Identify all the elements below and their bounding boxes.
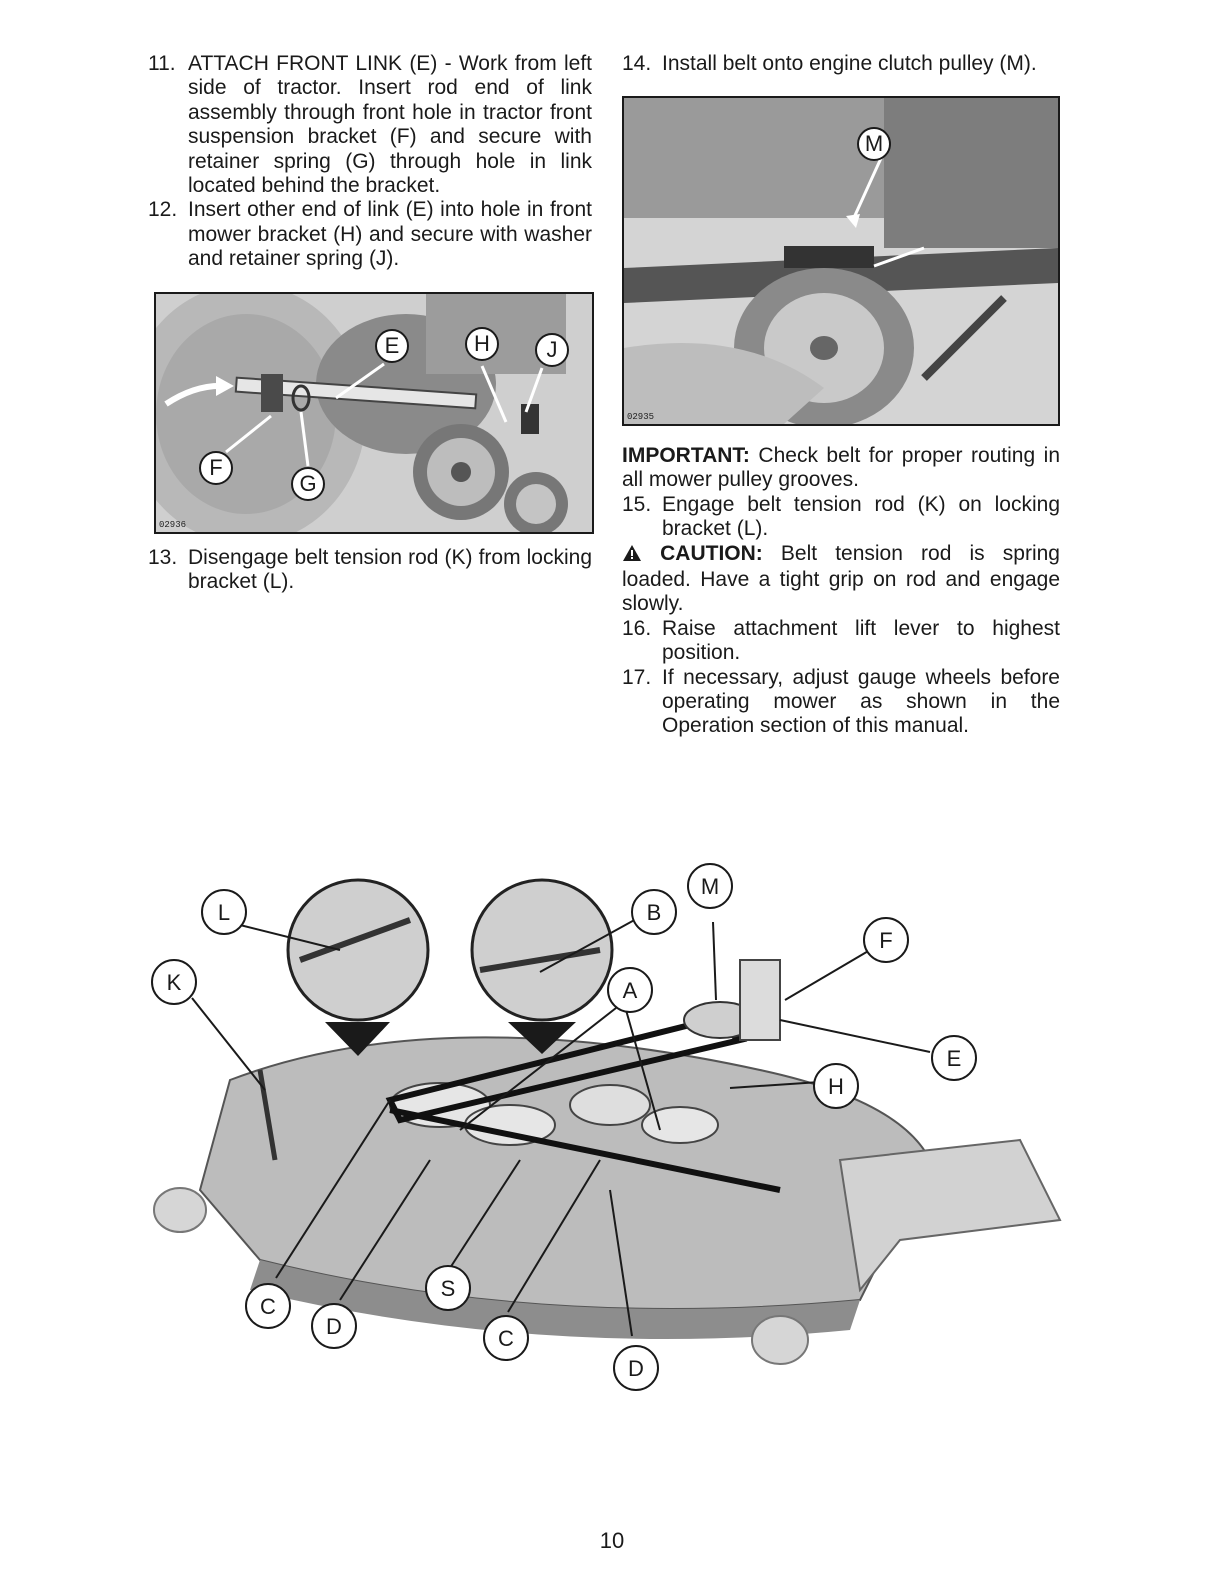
callout-a: A: [622, 978, 638, 1003]
callout-e: E: [384, 333, 400, 358]
step-number: 17.: [622, 665, 652, 689]
step-number: 12.: [148, 198, 178, 222]
callout-h: H: [474, 331, 490, 356]
step-text: If necessary, adjust gauge wheels before operating mower as shown in the Operation section of this manual.: [662, 665, 1060, 738]
step-text: Disengage belt tension rod (K) from locking bracket (L).: [188, 546, 592, 594]
right-column-top: [622, 52, 1060, 76]
callout-s: S: [440, 1276, 456, 1301]
callout-e: E: [946, 1046, 962, 1071]
step-text: Insert other end of link (E) into hole in front mower bracket (H) and secure with washer and retainer spring (J).: [188, 198, 592, 271]
step-number: 16.: [622, 616, 652, 640]
important-text: Check belt for proper routing in all mower pulley grooves.: [622, 444, 1060, 492]
caution-note: [622, 542, 1060, 617]
callout-h: H: [828, 1074, 844, 1099]
step-14: [622, 52, 1060, 76]
caution-label: CAUTION:: [660, 541, 763, 565]
photo-code: 02936: [159, 520, 187, 530]
callout-k: K: [166, 970, 182, 995]
callout-j: J: [546, 337, 558, 362]
step-text: Raise attachment lift lever to highest position.: [662, 616, 1060, 665]
callout-b: B: [646, 900, 662, 925]
callout-g: G: [299, 471, 317, 496]
left-column-lower: [148, 546, 592, 595]
page-number: 10: [599, 1528, 625, 1553]
step-number: 14.: [622, 52, 652, 75]
step-12: [148, 198, 592, 271]
link-attachment-photo: [154, 292, 594, 534]
step-number: 11.: [148, 52, 176, 75]
step-text: ATTACH FRONT LINK (E) - Work from left side of tractor. Insert rod end of link assembly through front hole in tractor front suspension bracket (F) and secure with retainer spring (G) through hole in link located behind the bracket.: [188, 52, 592, 198]
mower-deck-diagram: [140, 860, 1080, 1405]
callout-f: F: [879, 928, 893, 953]
step-16: [622, 617, 1060, 666]
step-13: [148, 546, 592, 595]
callout-d-left: D: [326, 1314, 342, 1339]
important-note: [622, 444, 1060, 493]
left-column: [148, 52, 592, 272]
step-text: Engage belt tension rod (K) on locking bracket (L).: [662, 492, 1060, 541]
step-number: 15.: [622, 492, 652, 516]
callout-l: L: [217, 900, 231, 925]
warning-triangle-icon: [622, 544, 642, 568]
callout-m: M: [864, 131, 884, 156]
step-text: Install belt onto engine clutch pulley (M).: [662, 52, 1037, 75]
callout-c-right: C: [498, 1326, 514, 1351]
callout-d-right: D: [628, 1356, 644, 1381]
step-number: 13.: [148, 546, 178, 569]
step-11: [148, 52, 592, 198]
callout-c-left: C: [260, 1294, 276, 1319]
callout-f: F: [209, 455, 223, 480]
step-17: [622, 666, 1060, 739]
important-label: IMPORTANT:: [622, 444, 750, 467]
caution-text: Belt tension rod is spring loaded. Have a tight grip on rod and engage slowly.: [622, 541, 1060, 616]
right-column-lower: [622, 444, 1060, 739]
step-15: [622, 493, 1060, 542]
callout-m: M: [700, 874, 720, 899]
photo-code: 02935: [627, 412, 655, 422]
engine-pulley-photo: [622, 96, 1060, 426]
